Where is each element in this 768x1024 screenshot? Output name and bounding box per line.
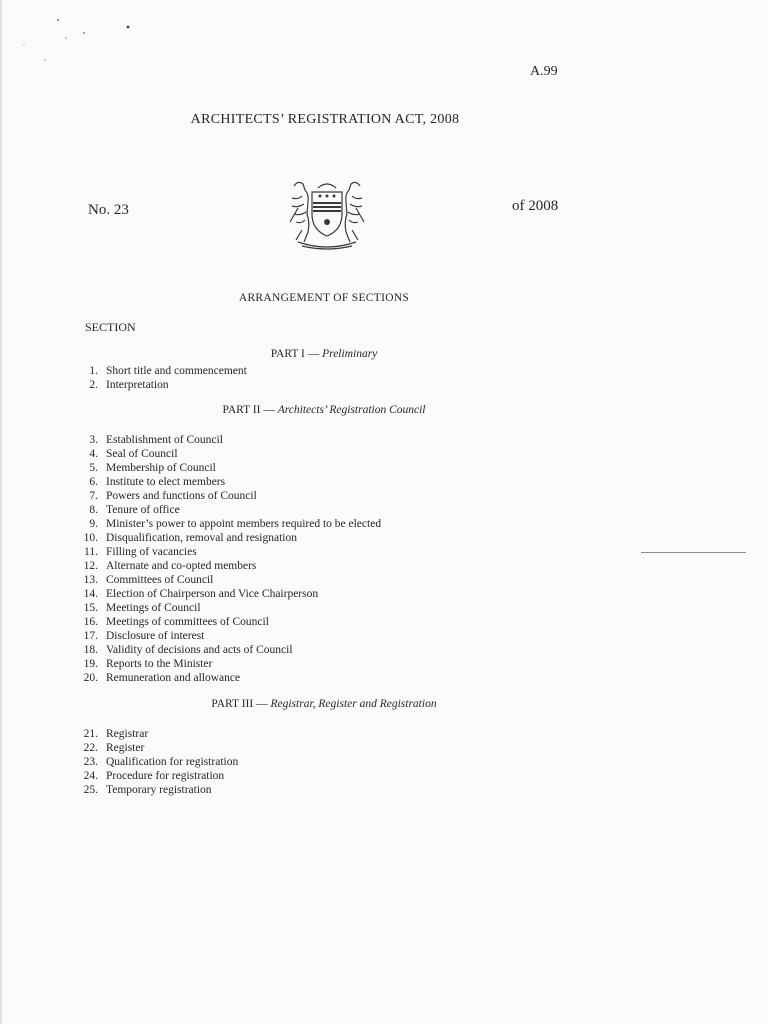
section-title: Validity of decisions and acts of Council (106, 644, 293, 656)
coat-of-arms-icon (278, 178, 376, 250)
section-number: 25. (83, 784, 98, 796)
section-number: 11. (84, 546, 98, 558)
section-title: Registrar (106, 728, 149, 740)
section-title: Disqualification, removal and resignation (106, 532, 297, 544)
section-number: 9. (89, 518, 98, 530)
section-number: 17. (83, 630, 98, 642)
section-title: Powers and functions of Council (106, 490, 257, 502)
section-number: 13. (83, 574, 98, 586)
section-number: 15. (83, 602, 98, 614)
section-title: Reports to the Minister (106, 658, 213, 670)
part-2-name: Architects’ Registration Council (277, 404, 426, 416)
section-number: 5. (89, 462, 98, 474)
section-number: 3. (89, 434, 98, 446)
section-title: Membership of Council (106, 462, 216, 474)
section-number: 16. (83, 616, 98, 628)
part-3-heading (0, 698, 648, 710)
part-2-heading (0, 404, 648, 416)
part-1-name: Preliminary (322, 348, 378, 360)
part-3-prefix: PART III — (211, 698, 271, 710)
part-2-prefix: PART II — (222, 404, 278, 416)
section-title: Establishment of Council (106, 434, 223, 446)
section-number: 2. (89, 379, 98, 391)
section-number: 6. (89, 476, 98, 488)
section-number: 18. (83, 644, 98, 656)
section-title: Meetings of committees of Council (106, 616, 269, 628)
act-title: ARCHITECTS’ REGISTRATION ACT, 2008 (190, 112, 460, 127)
section-number: 22. (83, 742, 98, 754)
margin-rule (641, 552, 746, 553)
act-year: of 2008 (512, 198, 559, 214)
arrangement-heading: ARRANGEMENT OF SECTIONS (238, 292, 410, 304)
section-number: 4. (89, 448, 98, 460)
act-number: No. 23 (88, 202, 129, 218)
section-number: 14. (83, 588, 98, 600)
section-number: 21. (83, 728, 98, 740)
section-title: Alternate and co-opted members (106, 560, 257, 572)
section-number: 19. (83, 658, 98, 670)
section-title: Tenure of office (106, 504, 180, 516)
section-title: Disclosure of interest (106, 630, 205, 642)
section-title: Institute to elect members (106, 476, 226, 488)
section-number: 1. (89, 365, 98, 377)
section-title: Election of Chairperson and Vice Chairperson (106, 588, 319, 600)
section-title: Minister’s power to appoint members required to be elected (106, 518, 382, 530)
section-number: 23. (83, 756, 98, 768)
section-number: 24. (83, 770, 98, 782)
section-title: Remuneration and allowance (106, 672, 241, 684)
section-title: Qualification for registration (106, 756, 239, 768)
section-title: Meetings of Council (106, 602, 201, 614)
section-number: 7. (89, 490, 98, 502)
section-number: 10. (83, 532, 98, 544)
part-1-prefix: PART I — (270, 348, 323, 360)
section-title: Committees of Council (106, 574, 214, 586)
section-number: 20. (83, 672, 98, 684)
page-number: A.99 (530, 64, 558, 79)
section-title: Seal of Council (106, 448, 178, 460)
part-3-name: Registrar, Register and Registration (270, 698, 437, 710)
section-number: 8. (89, 504, 98, 516)
section-title: Interpretation (106, 379, 169, 391)
scan-specks (0, 0, 140, 80)
section-column-label: SECTION (85, 320, 136, 334)
section-title: Procedure for registration (106, 770, 225, 782)
section-number: 12. (83, 560, 98, 572)
section-title: Temporary registration (106, 784, 212, 796)
section-title: Filling of vacancies (106, 546, 197, 558)
section-title: Short title and commencement (106, 365, 247, 377)
section-title: Register (106, 742, 145, 754)
part-1-heading (0, 348, 648, 360)
